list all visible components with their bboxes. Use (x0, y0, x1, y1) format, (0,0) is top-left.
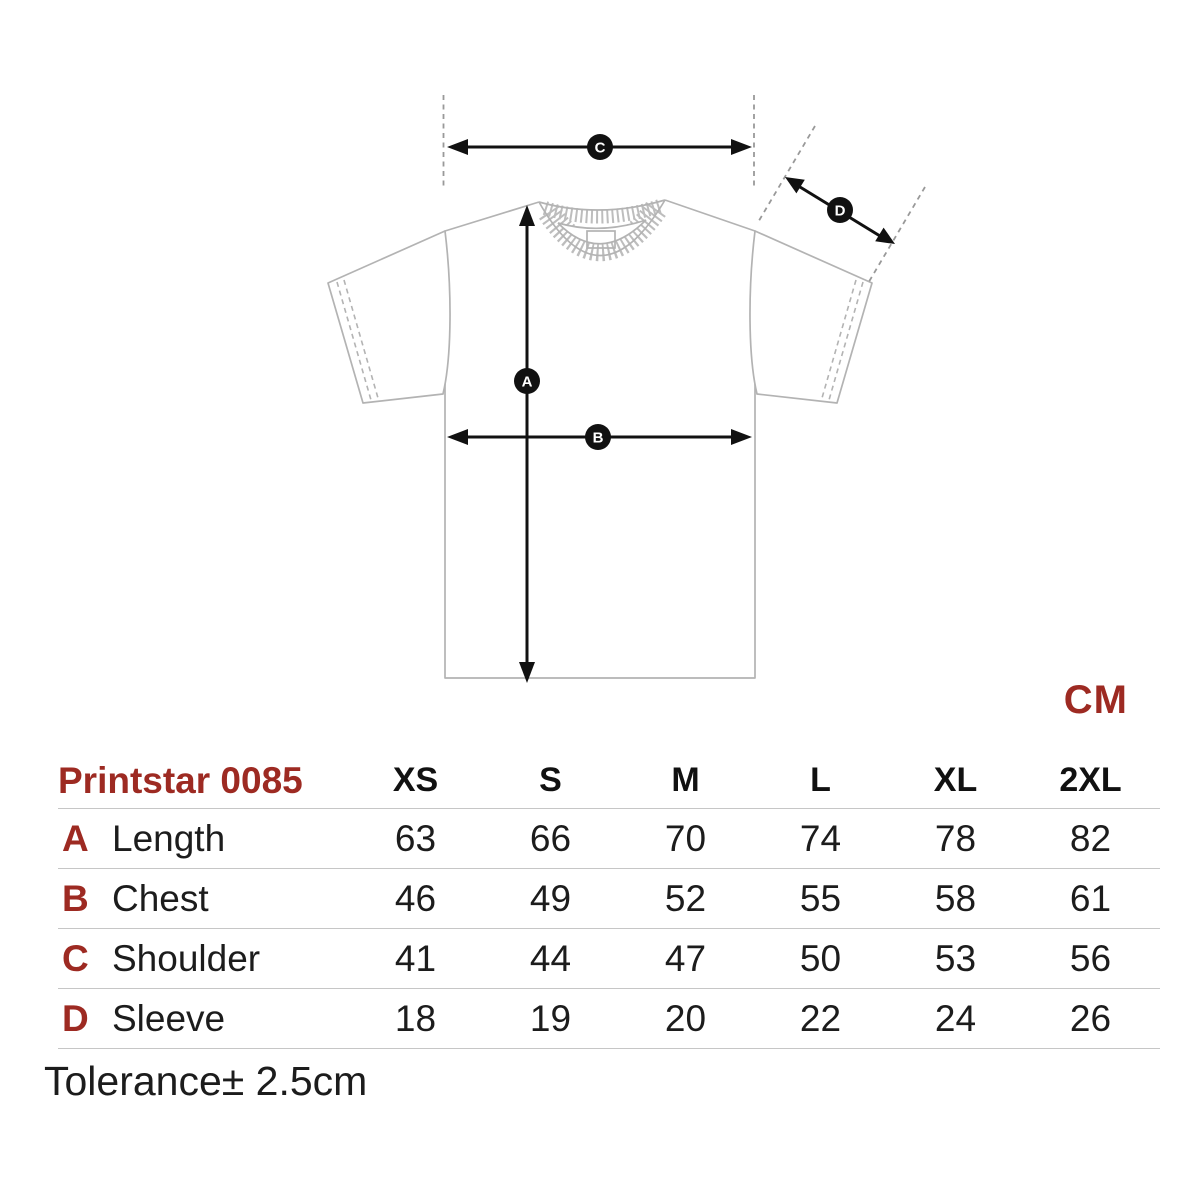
sleeve-arrowhead-left (785, 177, 805, 193)
row-label-cell (58, 998, 348, 1040)
row-label: Length (112, 817, 226, 859)
value-cell: 53 (934, 937, 977, 979)
value-cell: 82 (1069, 817, 1112, 859)
value-cell: 70 (664, 817, 707, 859)
value-cell: 56 (1069, 937, 1112, 979)
sleeve-badge-letter: D (834, 202, 846, 220)
value-cell: 61 (1069, 877, 1112, 919)
value-cell: 50 (799, 937, 842, 979)
size-header-s: S (539, 761, 562, 799)
shoulder-badge-letter: C (594, 139, 606, 157)
value-cell: 46 (394, 877, 437, 919)
product-title: Printstar 0085 (58, 759, 303, 801)
length-badge-letter: A (521, 373, 533, 391)
shoulder-arrowhead-right (731, 139, 752, 155)
shoulder-arrowhead-left (447, 139, 468, 155)
value-cell: 44 (529, 937, 572, 979)
value-cell: 41 (394, 937, 437, 979)
size-header-xl: XL (933, 761, 978, 799)
row-letter: B (62, 877, 89, 919)
value-cell: 18 (394, 997, 437, 1039)
table-row-length (58, 808, 1160, 868)
tolerance-note: Tolerance± 2.5cm (44, 1058, 368, 1104)
size-chart-table (58, 753, 1160, 1049)
row-letter: D (62, 997, 89, 1039)
row-label: Chest (112, 877, 209, 919)
sleeve-guide-right (867, 187, 925, 285)
row-label-cell (58, 938, 348, 980)
value-cell: 20 (664, 997, 707, 1039)
chest-badge-letter: B (592, 429, 604, 447)
table-row-shoulder (58, 928, 1160, 988)
value-cell: 55 (799, 877, 842, 919)
value-cell: 24 (934, 997, 977, 1039)
value-cell: 52 (664, 877, 707, 919)
row-label-cell (58, 878, 348, 920)
table-header-row (58, 753, 1160, 808)
size-header-2xl: 2XL (1059, 761, 1122, 799)
value-cell: 78 (934, 817, 977, 859)
table-row-sleeve (58, 988, 1160, 1049)
size-header-m: M (671, 761, 700, 799)
value-cell: 74 (799, 817, 842, 859)
row-label: Sleeve (112, 997, 226, 1039)
row-letter: A (62, 817, 89, 859)
sleeve-guide-left (757, 126, 815, 224)
value-cell: 63 (394, 817, 437, 859)
unit-label: CM (1063, 678, 1128, 722)
value-cell: 22 (799, 997, 842, 1039)
value-cell: 26 (1069, 997, 1112, 1039)
value-cell: 58 (934, 877, 977, 919)
value-cell: 49 (529, 877, 572, 919)
size-header-xs: XS (392, 761, 439, 799)
row-label-cell (58, 818, 348, 860)
row-letter: C (62, 937, 89, 979)
row-label: Shoulder (112, 937, 261, 979)
value-cell: 66 (529, 817, 572, 859)
size-header-l: L (810, 761, 831, 799)
table-row-chest (58, 868, 1160, 928)
measurement-shoulder (444, 95, 755, 188)
value-cell: 19 (529, 997, 572, 1039)
value-cell: 47 (664, 937, 707, 979)
